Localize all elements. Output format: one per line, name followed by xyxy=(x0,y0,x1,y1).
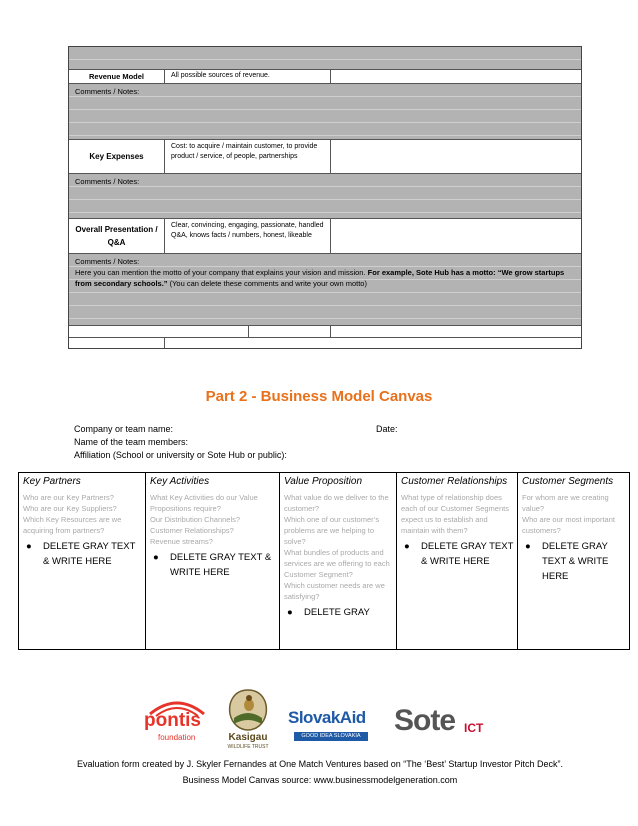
bullet-icon: ● xyxy=(26,541,32,552)
revenue-model-label: Revenue Model xyxy=(69,70,165,83)
motto-example: For example, Sote Hub has a motto: “We grow startups from secondary schools.” xyxy=(75,268,565,288)
canvas-col-customer-relationships[interactable] xyxy=(397,473,518,649)
overall-presentation-description: Clear, convincing, engaging, passionate, handled Q&A, knows facts / numbers, honest, likeable xyxy=(165,219,331,253)
bullet-icon: ● xyxy=(404,541,410,552)
key-partners-list xyxy=(23,539,142,569)
value-proposition-questions: What value do we deliver to the customer? Which one of our customer’s problems are we helping to solve? What bundles of products and services are we offering to each Customer Segment? Which customer needs are we satisfying? xyxy=(284,493,390,601)
slovakaid-logo-text: SlovakAid xyxy=(288,708,366,727)
comments-label: Comments / Notes: xyxy=(75,87,140,96)
revenue-model-row xyxy=(69,70,581,84)
company-name-label: Company or team name: xyxy=(74,424,174,434)
key-expenses-label: Key Expenses xyxy=(69,140,165,173)
blank-cell[interactable] xyxy=(69,338,165,348)
customer-relationships-bullet[interactable] xyxy=(401,539,514,569)
customer-relationships-questions: What type of relationship does each of our Customer Segments expect us to establish and maintain with them? xyxy=(401,493,509,535)
bullet-text: DELETE GRAY TEXT & WRITE HERE xyxy=(43,541,136,567)
date-label: Date: xyxy=(376,424,398,434)
overall-presentation-row xyxy=(69,219,581,254)
value-proposition-bullet[interactable] xyxy=(284,605,393,620)
revenue-model-score-cell[interactable] xyxy=(331,70,581,83)
key-activities-questions: What Key Activities do our Value Propositions require? Our Distribution Channels? Customer Relationships? Revenue streams? xyxy=(150,493,258,546)
canvas-col-value-proposition[interactable] xyxy=(280,473,397,649)
sote-ict-logo xyxy=(394,704,486,750)
key-activities-title: Key Activities xyxy=(150,476,210,487)
shaded-header-row xyxy=(69,47,581,70)
expenses-comments-row[interactable] xyxy=(69,174,581,219)
kasigau-logo-subtext: WILDLIFE TRUST xyxy=(227,744,269,750)
bullet-icon: ● xyxy=(287,607,293,618)
comments-label: Comments / Notes: xyxy=(75,177,140,186)
revenue-comments-row[interactable] xyxy=(69,84,581,140)
slovakaid-logo xyxy=(288,708,380,748)
value-proposition-list xyxy=(284,605,393,620)
motto-note xyxy=(69,267,581,289)
motto-tail: (You can delete these comments and write your own motto) xyxy=(169,279,367,288)
customer-relationships-list xyxy=(401,539,514,569)
overall-presentation-label: Overall Presentation / Q&A xyxy=(69,219,165,253)
customer-segments-bullet[interactable] xyxy=(522,539,626,584)
customer-segments-list xyxy=(522,539,626,584)
key-expenses-row xyxy=(69,140,581,174)
kasigau-bird-badge-icon xyxy=(222,688,274,732)
evaluation-table xyxy=(68,46,582,349)
key-partners-bullet[interactable] xyxy=(23,539,142,569)
motto-comments-row[interactable] xyxy=(69,254,581,326)
bullet-text: DELETE GRAY TEXT & WRITE HERE xyxy=(170,552,272,578)
part2-title: Part 2 - Business Model Canvas xyxy=(205,388,433,405)
customer-segments-questions: For whom are we creating value? Who are our most important customers? xyxy=(522,493,615,535)
pontis-foundation-logo xyxy=(142,696,212,746)
blank-row-2 xyxy=(69,338,581,348)
key-expenses-score-cell[interactable] xyxy=(331,140,581,173)
business-model-canvas xyxy=(18,472,630,650)
footer-credit: Evaluation form created by J. Skyler Fernandes at One Match Ventures based on “The ‘Best’ Startup Investor Pitch Deck”. Business Model Canvas source: www.businessmodelgeneration.com xyxy=(77,759,563,785)
kasigau-trust-logo xyxy=(222,688,274,754)
team-members-label: Name of the team members: xyxy=(74,437,189,447)
slovakaid-logo-subtext: GOOD IDEA SLOVAKIA xyxy=(294,732,368,741)
canvas-col-key-activities[interactable] xyxy=(146,473,280,649)
blank-cell[interactable] xyxy=(249,326,331,337)
value-proposition-title: Value Proposition xyxy=(284,476,363,487)
kasigau-logo-text: Kasigau xyxy=(228,732,268,743)
bullet-text: DELETE GRAY TEXT & WRITE HERE xyxy=(421,541,514,567)
pontis-logo-text: pontis xyxy=(144,710,201,731)
bullet-icon: ● xyxy=(525,541,531,552)
overall-presentation-score-cell[interactable] xyxy=(331,219,581,253)
revenue-model-description: All possible sources of revenue. xyxy=(165,70,331,83)
canvas-col-customer-segments[interactable] xyxy=(518,473,629,649)
key-activities-bullet[interactable] xyxy=(150,550,276,580)
key-activities-list xyxy=(150,550,276,580)
sote-logo-subtext: ICT xyxy=(464,721,484,735)
blank-cell[interactable] xyxy=(69,326,249,337)
sote-logo-text: Sote xyxy=(394,704,456,737)
pontis-logo-subtext: foundation xyxy=(158,733,196,742)
key-partners-questions: Who are our Key Partners? Who are our Key Suppliers? Which Key Resources are we acquiring from partners? xyxy=(23,493,122,535)
bullet-text: DELETE GRAY xyxy=(304,607,370,618)
comments-label: Comments / Notes: xyxy=(75,257,140,266)
bullet-text: DELETE GRAY TEXT & WRITE HERE xyxy=(542,541,609,582)
affiliation-label: Affiliation (School or university or Sote Hub or public): xyxy=(74,450,287,460)
customer-relationships-title: Customer Relationships xyxy=(401,476,508,487)
blank-row-1 xyxy=(69,326,581,338)
customer-segments-title: Customer Segments xyxy=(522,476,614,487)
key-expenses-description: Cost: to acquire / maintain customer, to provide product / service, of people, partnerships xyxy=(165,140,331,173)
key-partners-title: Key Partners xyxy=(23,476,81,487)
canvas-col-key-partners[interactable] xyxy=(19,473,146,649)
motto-intro: Here you can mention the motto of your company that explains your vision and mission. xyxy=(75,268,366,277)
bullet-icon: ● xyxy=(153,552,159,563)
